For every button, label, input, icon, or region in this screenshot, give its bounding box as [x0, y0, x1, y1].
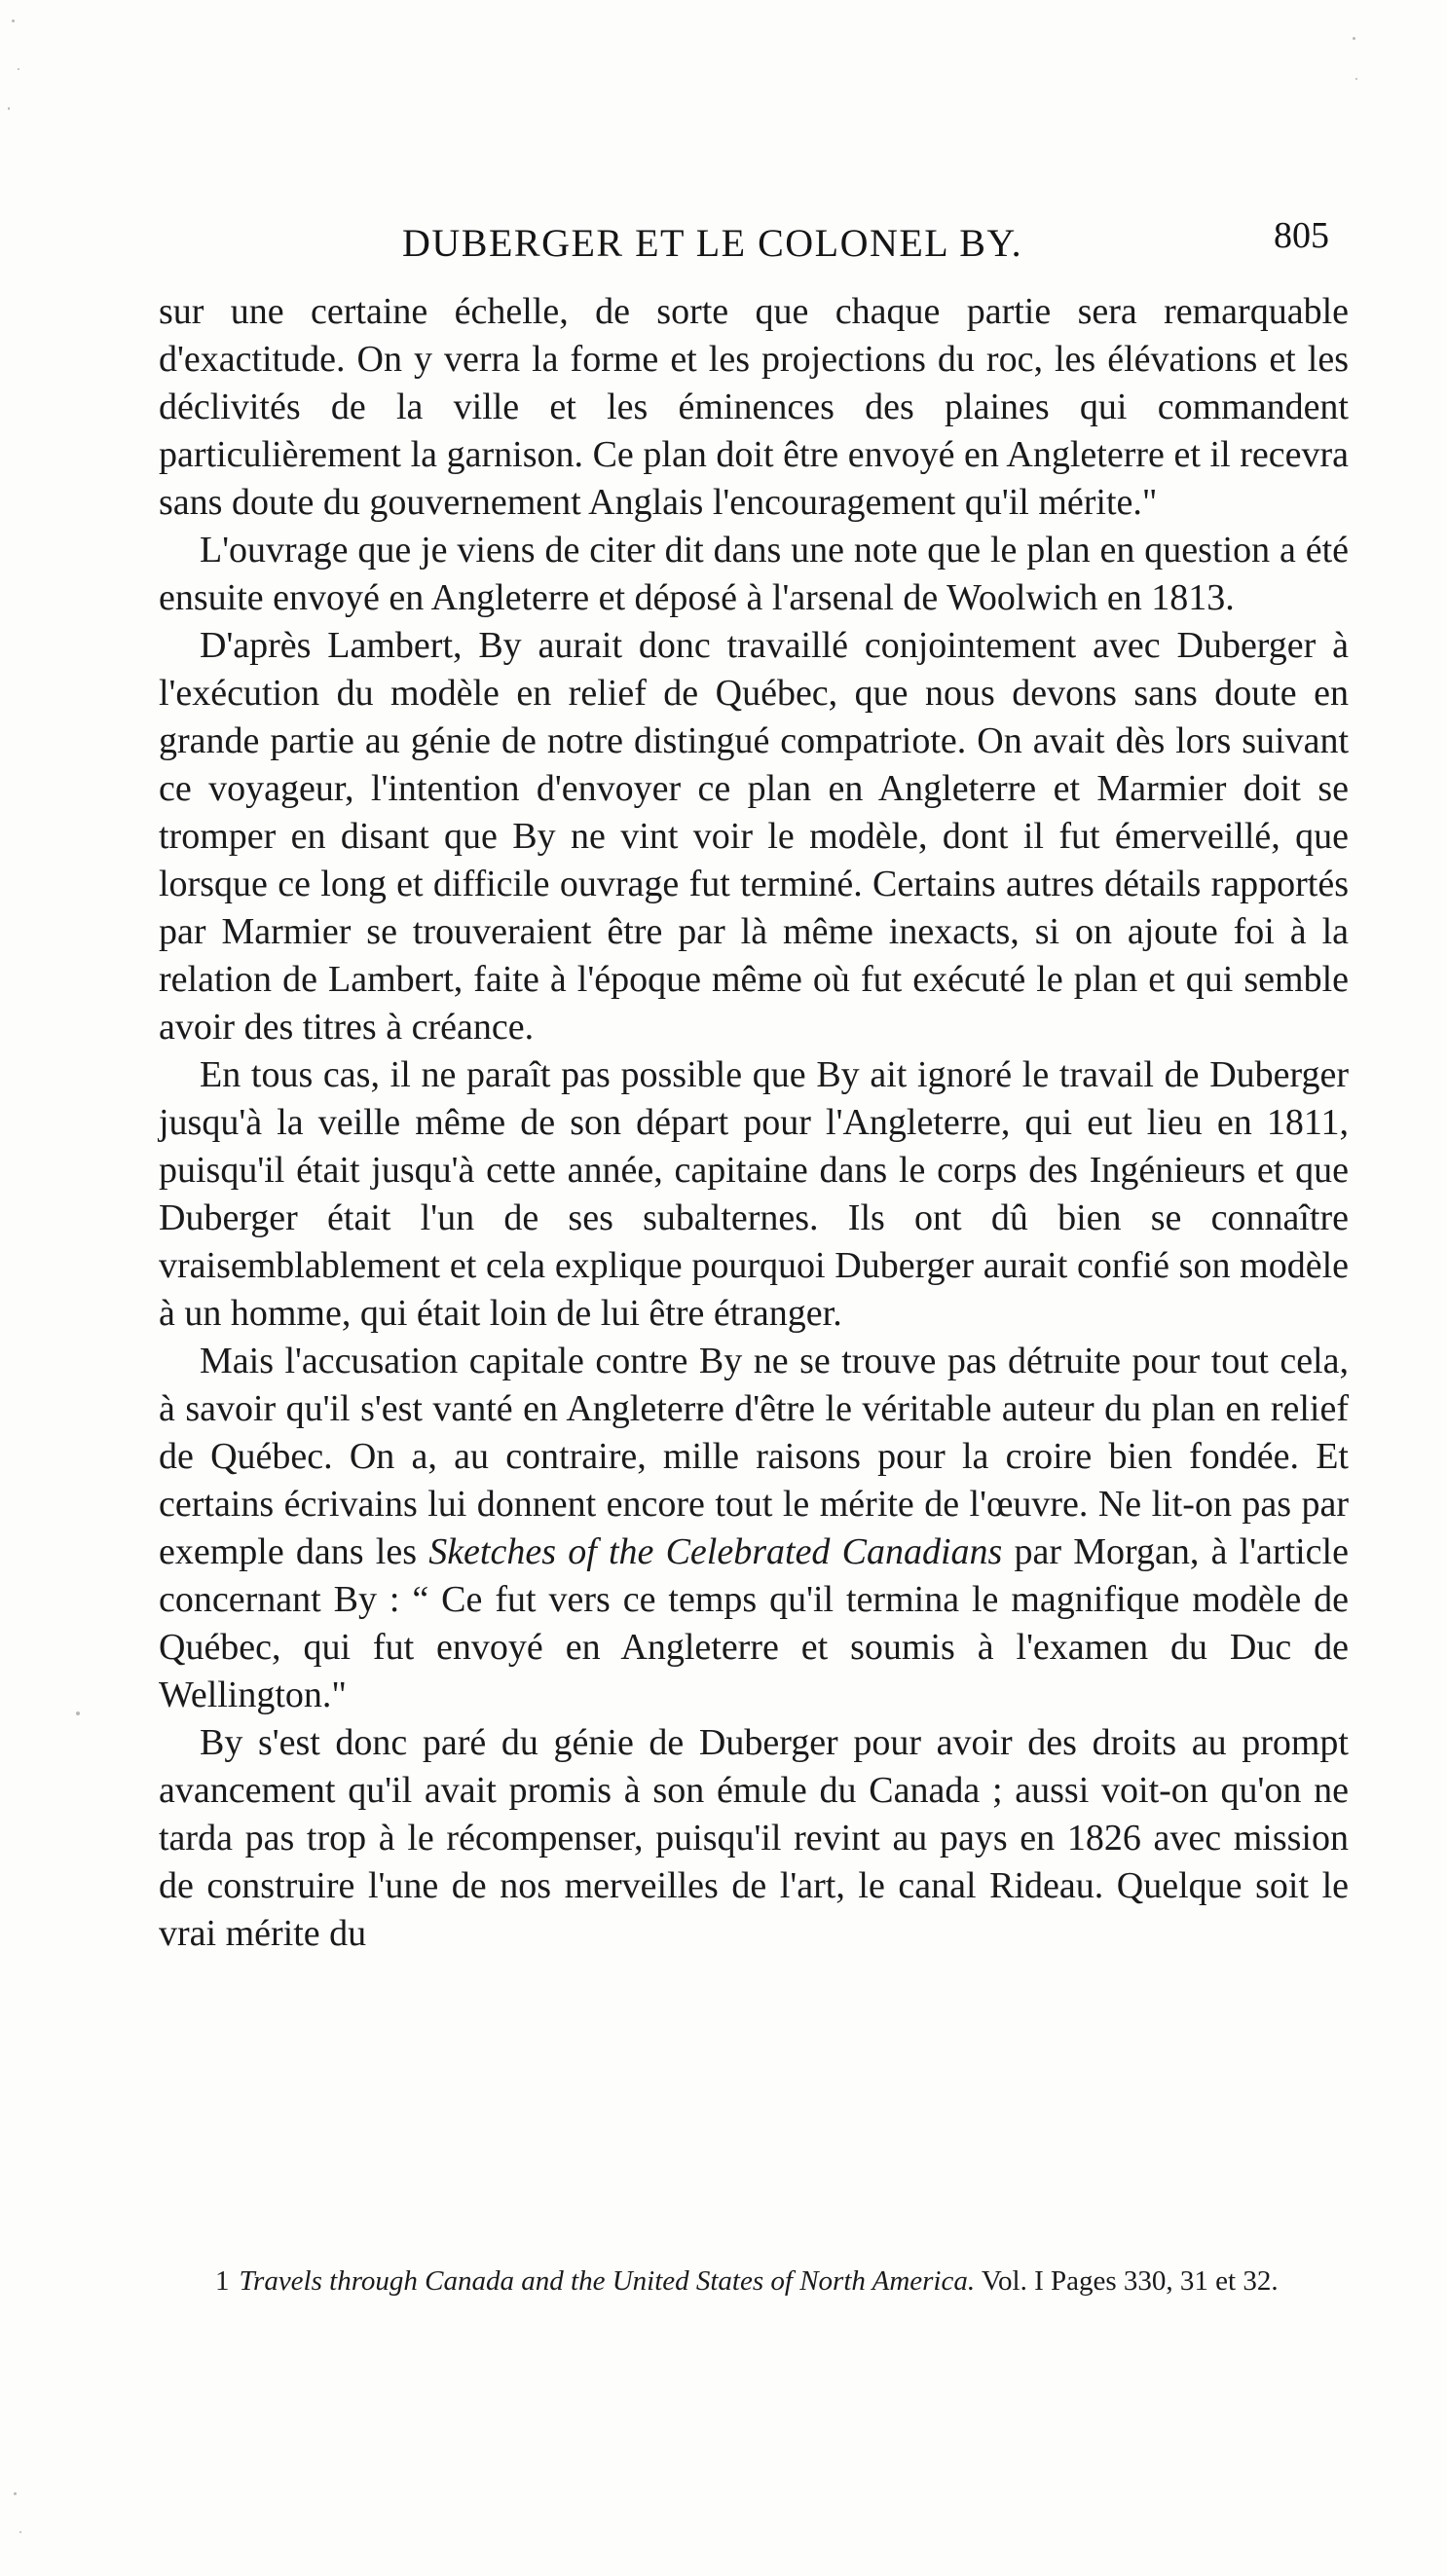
scan-speck: [14, 2492, 17, 2495]
scan-speck: [18, 68, 19, 70]
paragraph-4: En tous cas, il ne paraît pas possible que By ait ignoré le travail de Duberger jusqu'à la veille même de son départ pour l'Angleterre, qui eut lieu en 1811, puisqu'il était jusqu'à cette année, capitaine dans le corps des Ingénieurs et que Duberger était l'un de ses subalternes. Ils ont dû bien se connaître vraisemblablement et cela explique pourquoi Duberger aurait confié son modèle à un homme, qui était loin de lui être étranger.: [159, 1054, 1349, 1334]
scan-speck: [12, 19, 15, 22]
paragraph-2: L'ouvrage que je viens de citer dit dans une note que le plan en question a été ensuite envoyé en Angleterre et déposé à l'arsenal de Woolwich en 1813.: [159, 530, 1349, 618]
paragraph-3: D'après Lambert, By aurait donc travaillé conjointement avec Duberger à l'exécution du modèle en relief de Québec, que nous devons sans doute en grande partie au génie de notre distingué compatriote. On avait dès lors suivant ce voyageur, l'intention d'envoyer ce plan en Angleterre et Marmier doit se tromper en disant que By ne vint voir le modèle, dont il fut émerveillé, que lorsque ce long et difficile ouvrage fut terminé. Certains autres détails rapportés par Marmier se trouveraient être par là même inexacts, si on ajoute foi à la relation de Lambert, faite à l'époque même où fut exécuté le plan et qui semble avoir des titres à créance.: [159, 625, 1349, 1048]
scan-speck: [8, 107, 10, 110]
book-title-sketches: Sketches of the Celebrated Canadians: [428, 1531, 1003, 1572]
scan-speck: [1355, 78, 1357, 80]
body-text: [159, 288, 1349, 1958]
footnote: [159, 2263, 1366, 2299]
paragraph-5-text-a: Mais l'accusation capitale contre By ne se trouve pas détruite pour tout cela, à savoir qu'il s'est vanté en Angleterre d'être le véritable auteur du plan en relief de Québec. On a, au contraire, mille raisons pour la croire bien fondée. Et certains écrivains lui donnent encore tout le mérite de l'œuvre. Ne lit-on pas par exemple dans les: [159, 1341, 1349, 1572]
scan-speck: [19, 2531, 21, 2533]
scan-speck: [1353, 37, 1355, 40]
footnote-title: Travels through Canada and the United States of North America.: [239, 2265, 976, 2297]
footnote-mark: 1: [215, 2265, 230, 2297]
footnote-pages: Vol. I Pages 330, 31 et 32.: [981, 2265, 1279, 2297]
scan-speck: [76, 1711, 80, 1715]
paragraph-5-text-b: par Morgan, à l'article concernant By : “ Ce fut vers ce temps qu'il termina le magnifique modèle de Québec, qui fut envoyé en Angleterre et soumis à l'examen du Duc de Wellington.": [159, 1531, 1349, 1715]
running-title: DUBERGER ET LE COLONEL BY.: [402, 221, 1023, 265]
paragraph-1: sur une certaine échelle, de sorte que chaque partie sera remarquable d'exactitude. On y verra la forme et les projections du roc, les élévations et les déclivités de la ville et les éminences des plaines qui commandent particulièrement la garnison. Ce plan doit être envoyé en Angleterre et il recevra sans doute du gouvernement Anglais l'encouragement qu'il mérite.": [159, 291, 1349, 523]
paragraph-6: By s'est donc paré du génie de Duberger pour avoir des droits au prompt avancement qu'il avait promis à son émule du Canada ; aussi voit-on qu'on ne tarda pas trop à le récompenser, puisqu'il revint au pays en 1826 avec mission de construire l'une de nos merveilles de l'art, le canal Rideau. Quelque soit le vrai mérite du: [159, 1722, 1349, 1954]
page-number: 805: [1274, 215, 1329, 256]
paragraph-5: [159, 1338, 1349, 1719]
running-header: [166, 212, 1349, 271]
